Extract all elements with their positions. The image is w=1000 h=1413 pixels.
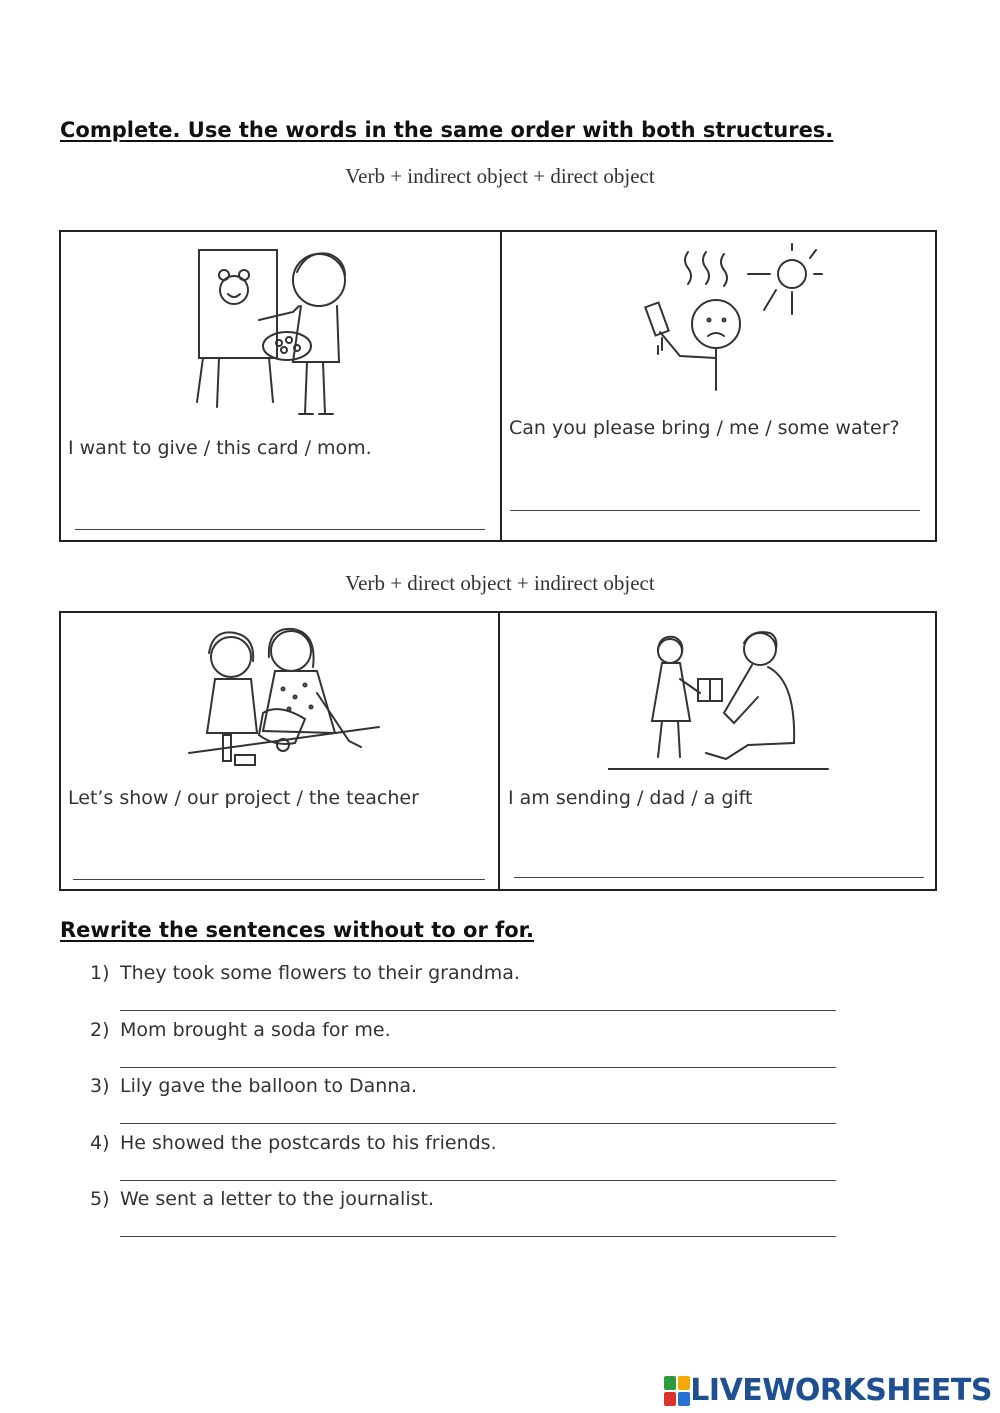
item-sentence: Mom brought a soda for me. bbox=[120, 1018, 391, 1041]
girl-and-teacher-project-icon bbox=[179, 623, 389, 773]
structure-b-label: Verb + direct object + indirect object bbox=[345, 571, 655, 595]
answer-line[interactable] bbox=[120, 1067, 836, 1068]
exercise-cell-3 bbox=[61, 613, 498, 889]
exercise-cell-1 bbox=[61, 232, 500, 540]
exercise-cell-4 bbox=[498, 613, 935, 889]
answer-line[interactable] bbox=[120, 1123, 836, 1124]
live-blocks-icon bbox=[664, 1376, 690, 1406]
brand-name: LIVEWORKSHEETS bbox=[690, 1373, 992, 1408]
exercise-cell-2 bbox=[500, 232, 935, 540]
item-number: 4) bbox=[90, 1131, 110, 1154]
item-number: 5) bbox=[90, 1188, 110, 1210]
item-sentence: He showed the postcards to his friends. bbox=[120, 1131, 497, 1154]
item-number: 1) bbox=[90, 962, 110, 984]
answer-line[interactable] bbox=[120, 1010, 836, 1011]
prompt-text: I am sending / dad / a gift bbox=[508, 787, 753, 809]
section-1-title: Complete. Use the words in the same order with both structures. bbox=[60, 118, 834, 142]
item-number: 3) bbox=[90, 1075, 110, 1097]
prompt-text: Can you please bring / me / some water? bbox=[509, 417, 900, 439]
structure-a-label: Verb + indirect object + direct object bbox=[345, 164, 655, 188]
answer-line[interactable] bbox=[75, 529, 485, 530]
answer-line[interactable] bbox=[510, 510, 920, 511]
girl-giving-gift-to-dad-icon bbox=[608, 627, 838, 777]
answer-line[interactable] bbox=[514, 877, 924, 878]
section-2-title: Rewrite the sentences without to or for. bbox=[60, 918, 535, 942]
item-sentence: They took some flowers to their grandma. bbox=[120, 962, 520, 984]
liveworksheets-logo bbox=[664, 1373, 992, 1408]
exercise-table-a bbox=[59, 230, 937, 542]
item-sentence: Lily gave the balloon to Danna. bbox=[120, 1075, 418, 1097]
item-number: 2) bbox=[90, 1018, 110, 1041]
prompt-text: I want to give / this card / mom. bbox=[68, 437, 372, 459]
prompt-text: Let’s show / our project / the teacher bbox=[68, 787, 419, 809]
answer-line[interactable] bbox=[73, 879, 485, 880]
item-sentence: We sent a letter to the journalist. bbox=[120, 1188, 435, 1210]
exercise-table-b bbox=[59, 611, 937, 891]
answer-line[interactable] bbox=[120, 1180, 836, 1181]
thirsty-stick-figure-sun-icon bbox=[624, 240, 824, 400]
answer-line[interactable] bbox=[120, 1236, 836, 1237]
child-painting-easel-icon bbox=[189, 242, 369, 432]
